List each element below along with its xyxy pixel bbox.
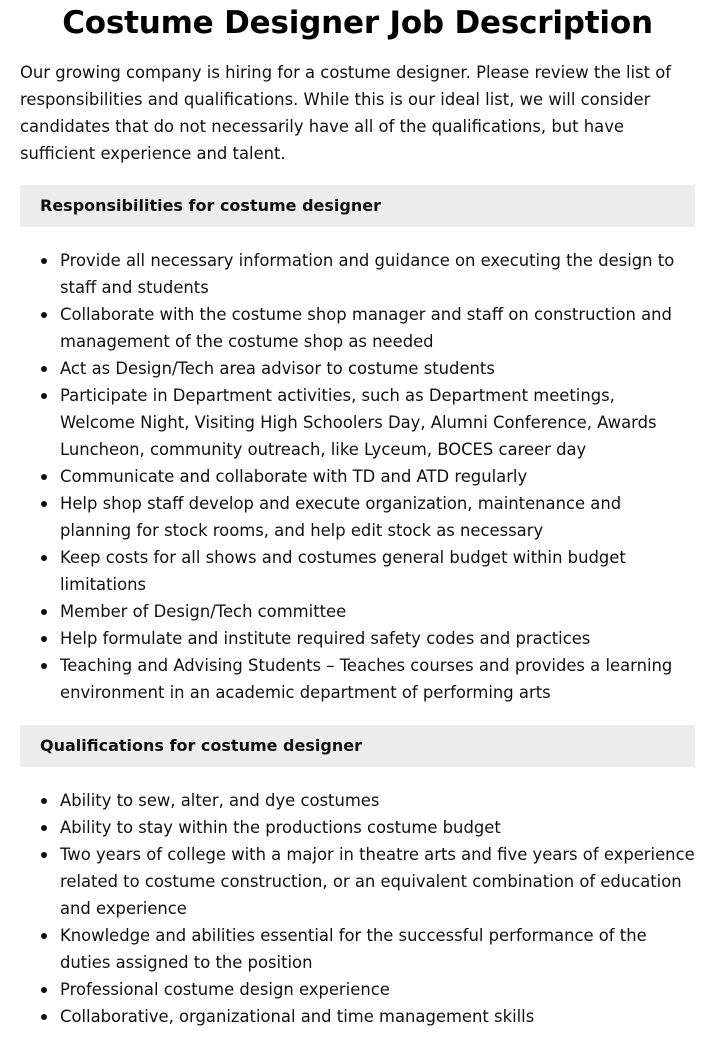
list-item: Knowledge and abilities essential for the successful performance of the duties assigned to the position	[20, 922, 695, 976]
list-item: Professional costume design experience	[20, 976, 695, 1003]
list-item: Ability to sew, alter, and dye costumes	[20, 787, 695, 814]
list-item: Member of Design/Tech committee	[20, 598, 695, 625]
list-item: Help shop staff develop and execute organization, maintenance and planning for stock rooms, and help edit stock as necessary	[20, 490, 695, 544]
list-item: Help formulate and institute required safety codes and practices	[20, 625, 695, 652]
list-item: Two years of college with a major in theatre arts and five years of experience related to costume construction, or an equivalent combination of education and experience	[20, 841, 695, 922]
list-item: Collaborate with the costume shop manager and staff on construction and management of the costume shop as needed	[20, 301, 695, 355]
list-item: Ability to stay within the productions costume budget	[20, 814, 695, 841]
responsibilities-list	[20, 247, 695, 706]
responsibilities-heading: Responsibilities for costume designer	[20, 185, 695, 227]
list-item: Participate in Department activities, such as Department meetings, Welcome Night, Visiting High Schoolers Day, Alumni Conference, Awards Luncheon, community outreach, like Lyceum, BOCES career day	[20, 382, 695, 463]
list-item: Provide all necessary information and guidance on executing the design to staff and students	[20, 247, 695, 301]
page-title: Costume Designer Job Description	[62, 5, 653, 41]
list-item: Communicate and collaborate with TD and ATD regularly	[20, 463, 695, 490]
intro-paragraph: Our growing company is hiring for a costume designer. Please review the list of responsibilities and qualifications. While this is our ideal list, we will consider candidates that do not necessarily have all of the qualifications, but have sufficient experience and talent.	[20, 63, 672, 163]
list-item: Act as Design/Tech area advisor to costume students	[20, 355, 695, 382]
qualifications-heading: Qualifications for costume designer	[20, 725, 695, 767]
qualifications-list	[20, 787, 695, 1030]
list-item: Collaborative, organizational and time management skills	[20, 1003, 695, 1030]
list-item: Keep costs for all shows and costumes general budget within budget limitations	[20, 544, 695, 598]
list-item: Teaching and Advising Students – Teaches courses and provides a learning environment in an academic department of performing arts	[20, 652, 695, 706]
